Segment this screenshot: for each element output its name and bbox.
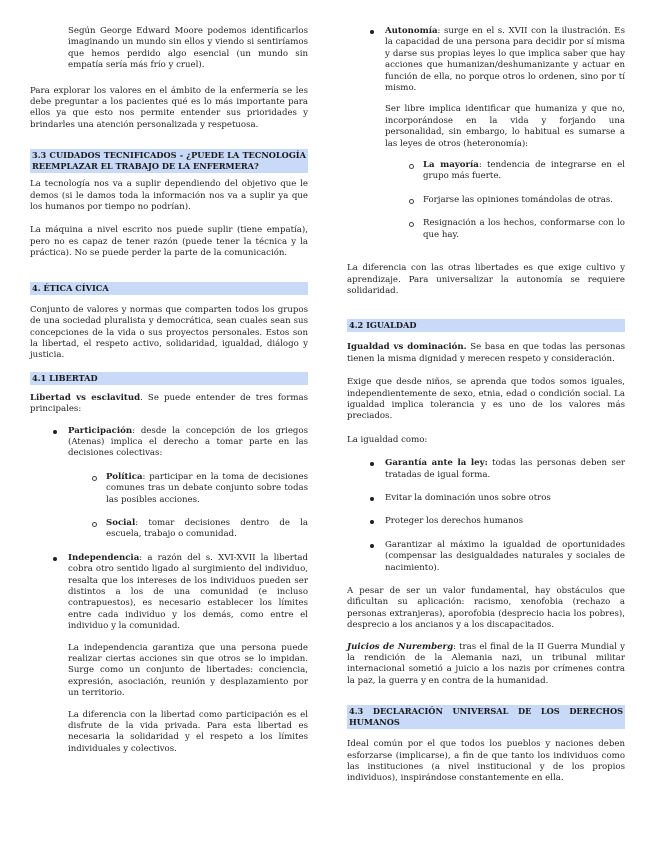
bullet-guarantee-opportunities: Garantizar al máximo la igualdad de oportunidades (compensar las desigualdades naturales y sociales de nacimiento). bbox=[347, 540, 625, 574]
left-column bbox=[30, 26, 308, 755]
freedom-intro: Libertad vs esclavitud. Se puede entender de tres formas principales: bbox=[30, 392, 309, 415]
bullet-protect-rights: Proteger los derechos humanos bbox=[347, 516, 625, 527]
sub-bullet-opinions: Forjarse las opiniones tomándolas de otras. bbox=[347, 195, 625, 206]
nursing-values-paragraph: Para explorar los valores en el ámbito de la enfermería se les debe preguntar a los pacientes qué es lo más importante para ellos ya que esto nos permite entender sus prioridades y brindarles una atención personalizada y respetuosa. bbox=[30, 85, 308, 130]
independence-paragraph-2: La independencia garantiza que una persona puede realizar ciertas acciones sin que otros se lo impidan. Surge como un conjunto de libertades: conciencia, expresión, asociación, reunión y desplazamiento por un territorio. bbox=[68, 642, 308, 699]
sub-bullet-politics: Política: participar en la toma de decisiones comunes tras un debate conjunto sobre todas las posibles acciones. bbox=[30, 472, 308, 506]
bullet-independence: Independencia: a razón del s. XVI-XVII la libertad cobra otro sentido ligado al surgimiento del individuo, resalta que los intereses de los individuos pueden ser distintos a los de una comunidad (e incluso contrapuestos), es necesario establecer los límites entre cada individuo y los demás, como entre el individuo y la comunidad. bbox=[30, 553, 308, 633]
section-heading-4-2: 4.2 IGUALDAD bbox=[347, 319, 625, 332]
equality-intro: Igualdad vs dominación. Se basa en que todas las personas tienen la misma dignidad y merecen respeto y consideración. bbox=[347, 342, 625, 364]
bullet-guarantee-law: Garantía ante la ley: todas las personas deben ser tratadas de igual forma. bbox=[347, 458, 625, 481]
bullet-participation: Participación: desde la concepción de los griegos (Atenas) implica el derecho a tomar parte en las decisiones colectivas: bbox=[30, 426, 308, 460]
section-heading-4-3: 4.3 DECLARACIÓN UNIVERSAL DE LOS DERECHOS HUMANOS bbox=[349, 706, 623, 728]
bullet-avoid-domination: Evitar la dominación unos sobre otros bbox=[347, 493, 625, 504]
right-column bbox=[347, 26, 625, 785]
autonomy-paragraph-2: Ser libre implica identificar que humaniza y que no, incorporándose en la vida y forjando una personalidad, sin embargo, lo habitual es sumarse a las leyes de otros (heteronomía): bbox=[385, 104, 625, 149]
obstacles-paragraph: A pesar de ser un valor fundamental, hay obstáculos que dificultan su aplicación: racismo, xenofobia (rechazo a personas extranjeras), aporofobia (desprecio hacia los pobres), desprecio a los ancianos y a los discapacitados. bbox=[347, 586, 625, 631]
nuremberg-paragraph: Juicios de Nuremberg: tras el final de la II Guerra Mundial y la rendición de la Alemania nazi, un tribunal militar internacional sometió a juicio a los nazis por crímenes contra la paz, la guerra y en contra de la humanidad. bbox=[347, 641, 626, 686]
declaration-paragraph: Ideal común por el que todos los pueblos y naciones deben esforzarse (implicarse), a fin de que tanto los individuos como las instituciones (a nivel institucional y de los propios individuos), inspirándose constantemente en ella. bbox=[347, 739, 625, 784]
equality-paragraph-2: Exige que desde niños, se aprenda que todos somos iguales, independientemente de sexo, etnia, edad o condición social. La igualdad implica tolerancia y es uno de los valores más preciados. bbox=[347, 377, 625, 422]
section-heading-4-1: 4.1 LIBERTAD bbox=[30, 372, 308, 385]
machine-paragraph: La máquina a nivel escrito nos puede suplir (tiene empatía), pero no es capaz de tener razón (puede tener la técnica y la práctica). No se puede perder la parte de la comunicación. bbox=[30, 225, 308, 259]
sub-bullet-resignation: Resignación a los hechos, conformarse con lo que hay. bbox=[347, 218, 625, 241]
equality-as-label: La igualdad como: bbox=[347, 434, 428, 445]
independence-paragraph-3: La diferencia con la libertad como participación es el disfrute de la vida privada. Para esta libertad es necesaria la solidaridad y el respeto a los límites individuales y colectivos. bbox=[68, 709, 308, 754]
section-heading-4: 4. ÉTICA CÍVICA bbox=[30, 282, 308, 295]
bullet-autonomy: Autonomía: surge en el s. XVII con la ilustración. Es la capacidad de una persona para decidir por sí misma y darse sus propias leyes lo que implica saber que hay acciones que humanizan/deshumanizante y actuar en función de ella, no porque otros lo ordenen, sino por tí mismo. bbox=[347, 26, 625, 94]
freedom-term: Libertad vs esclavitud bbox=[30, 392, 141, 403]
civic-ethics-paragraph: Conjunto de valores y normas que comparten todos los grupos de una sociedad pluralista y democrática, sean cuales sean sus concepciones de la vida o sus proyectos personales. Estos son la libertad, el respeto activo, solidaridad, igualdad, diálogo y justicia. bbox=[30, 304, 308, 361]
sub-bullet-majority: La mayoría: tendencia de integrarse en el grupo más fuerte. bbox=[347, 160, 625, 183]
autonomy-difference-paragraph: La diferencia con las otras libertades es que exige cultivo y aprendizaje. Para universalizar la autonomía se requiere solidaridad. bbox=[347, 263, 625, 296]
technology-paragraph: La tecnología nos va a suplir dependiendo del objetivo que le demos (si le damos toda la información nos va a suplir ya que los humanos por tiempo no podrían). bbox=[30, 179, 308, 213]
section-heading-3-3: 3.3 CUIDADOS TECNIFICADOS - ¿PUEDE LA TECNOLOGÍA REEMPLAZAR EL TRABAJO DE LA ENFERMERA? bbox=[32, 150, 306, 172]
sub-bullet-social: Social: tomar decisiones dentro de la escuela, trabajo o comunidad. bbox=[30, 518, 308, 541]
moore-quote: Según George Edward Moore podemos identificarlos imaginando un mundo sin ellos y viendo si sentiríamos que hemos perdido algo esencial (un mundo sin empatía sería más frío y cruel). bbox=[68, 26, 308, 71]
